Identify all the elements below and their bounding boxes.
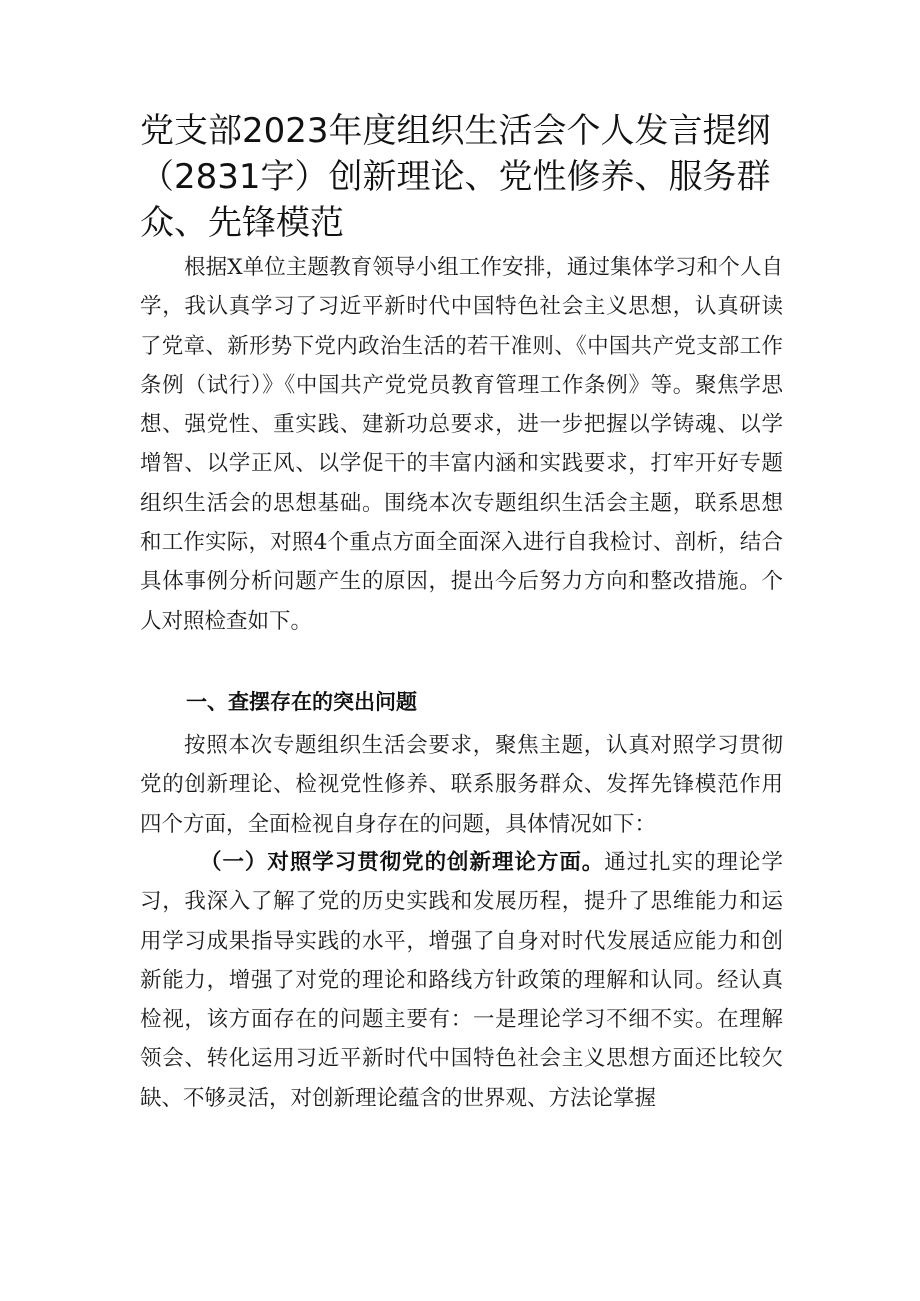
section-intro-paragraph: 按照本次专题组织生活会要求，聚焦主题，认真对照学习贯彻党的创新理论、检视党性修养、联系服务群众、发挥先锋模范作用四个方面，全面检视自身存在的问题，具体情况如下： bbox=[140, 733, 783, 837]
document-title: 党支部2023年度组织生活会个人发言提纲（2831字）创新理论、党性修养、服务群众、先锋模范 bbox=[140, 111, 771, 243]
subsection-paragraph bbox=[140, 843, 783, 1118]
intro-paragraph: 根据X单位主题教育领导小组工作安排，通过集体学习和个人自学，我认真学习了习近平新时代中国特色社会主义思想，认真研读了党章、新形势下党内政治生活的若干准则、《中国共产党支部工作条例（试行）》《中国共产党党员教育管理工作条例》等。聚焦学思想、强党性、重实践、建新功总要求，进一步把握以学铸魂、以学增智、以学正风、以学促干的丰富内涵和实践要求，打牢开好专题组织生活会的思想基础。围绕本次专题组织生活会主题，联系思想和工作实际，对照4个重点方面全面深入进行自我检讨、剖析，结合具体事例分析问题产生的原因，提出今后努力方向和整改措施。个人对照检查如下。 bbox=[140, 255, 783, 634]
subsection-body: 通过扎实的理论学习，我深入了解了党的历史实践和发展历程，提升了思维能力和运用学习成果指导实践的水平，增强了自身对时代发展适应能力和创新能力，增强了对党的理论和路线方针政策的理解和认同。经认真检视，该方面存在的问题主要有：一是理论学习不细不实。在理解领会、转化运用习近平新时代中国特色社会主义思想方面还比较欠缺、不够灵活，对创新理论蕴含的世界观、方法论掌握 bbox=[140, 850, 783, 1111]
subsection-lead: （一）对照学习贯彻党的创新理论方面。 bbox=[200, 850, 605, 875]
section-heading: 一、查摆存在的突出问题 bbox=[186, 690, 417, 714]
